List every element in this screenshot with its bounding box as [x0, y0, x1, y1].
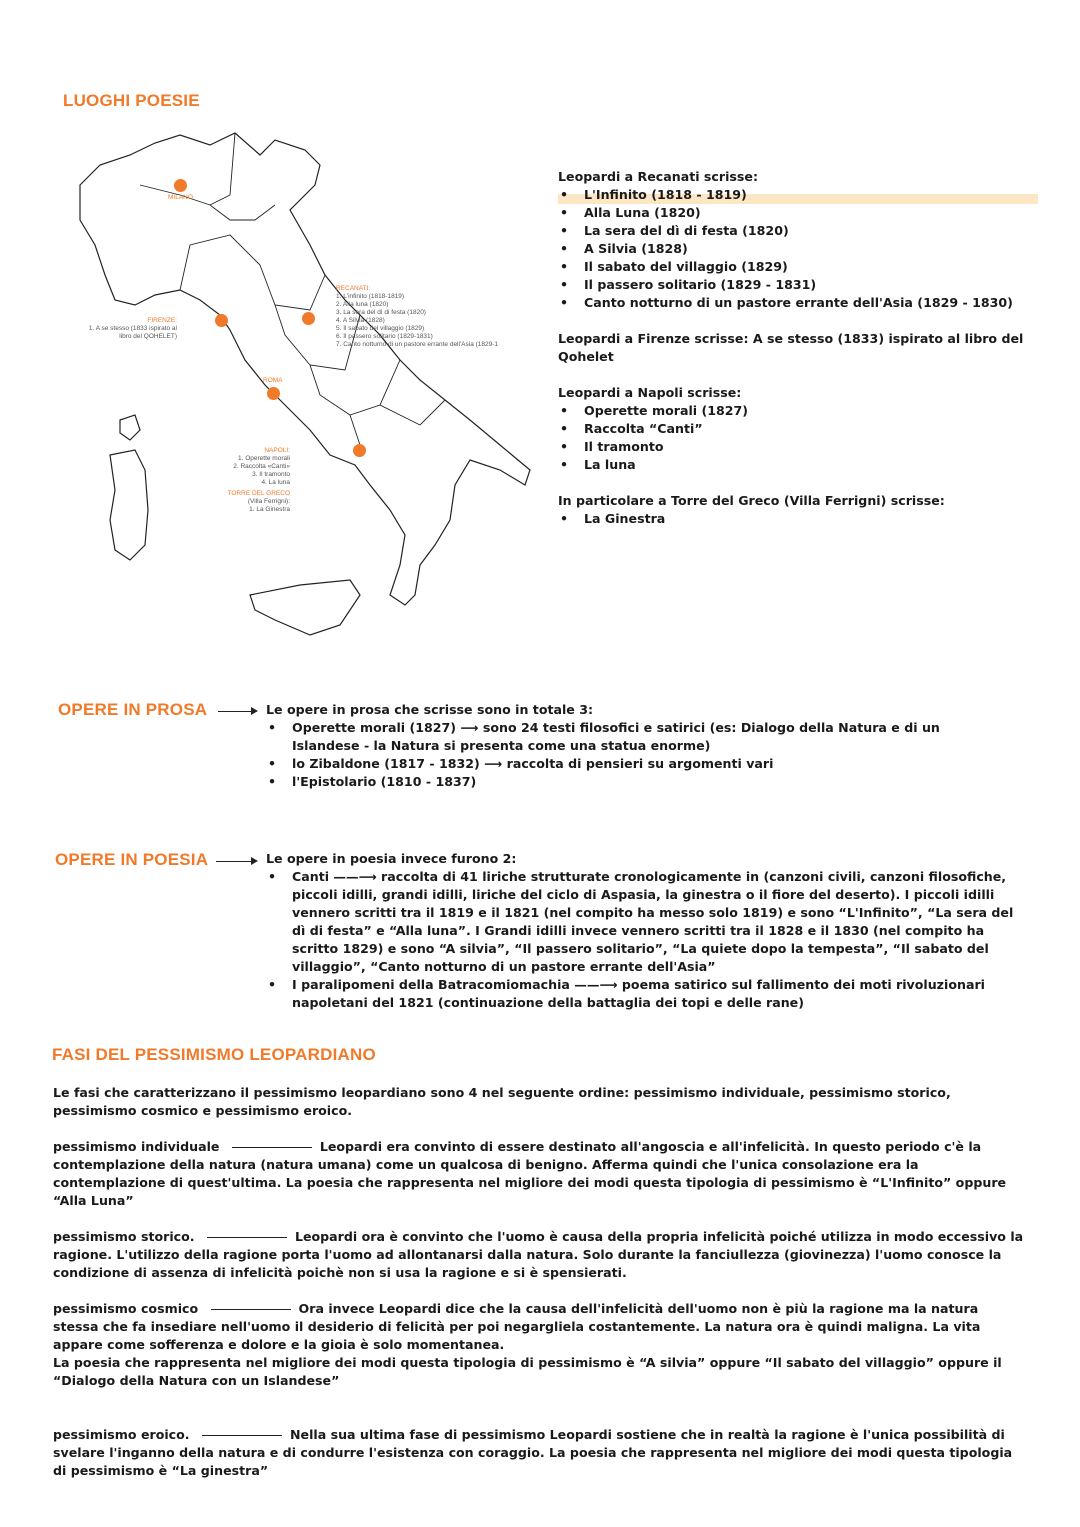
recanati-label: RECANATI: 1. L'infinito (1818-1819) 2. Alla luna (1820) 3. La sera del dì di festa (1820) 4. A Silvia (1828) 5. Il sabato del villaggio (1829) 6. Il passero solitario (1829-1831) 7. Canto notturno di un pastore errante dell'Asia (1829-1: [336, 285, 499, 348]
torre-intro: In particolare a Torre del Greco (Villa Ferrigni) scrisse:: [558, 493, 945, 508]
list-item: • Operette morali (1827): [558, 402, 1038, 420]
list-item: • l'Epistolario (1810 - 1837): [266, 773, 986, 791]
recanati-marker: [302, 312, 315, 325]
list-item: • Il passero solitario (1829 - 1831): [558, 276, 1038, 294]
list-item: • La Ginestra: [558, 510, 1038, 528]
luoghi-text: [558, 168, 1038, 528]
firenze-label: FIRENZE: 1. A se stesso (1833 ispirato al libro del QOHELET): [88, 317, 177, 340]
section-title-prosa: OPERE IN PROSA: [58, 700, 208, 719]
roma-label: ROMA: [263, 377, 283, 384]
napoli-label: NAPOLI: 1. Operette morali 2. Raccolta «Canti» 3. Il tramonto 4. La luna TORRE DEL GRECO (Villa Ferrigni): 1. La Ginestra: [227, 447, 290, 513]
section-title-luoghi: LUOGHI POESIE: [63, 91, 200, 110]
phase-cosmico: pessimismo cosmico Ora invece Leopardi dice che la causa dell'infelicità dell'uomo non è più la ragione ma la natura stessa che fa insediare nell'uomo il desiderio di felicità per poi negargliela costantemente. La natura ora è quindi maligna. La vita appare come sofferenza e dolore e la gioia è solo momentanea.: [53, 1301, 981, 1352]
arrow-icon: [232, 1147, 312, 1148]
list-item: • lo Zibaldone (1817 - 1832) ⟶ raccolta di pensieri su argomenti vari: [266, 755, 986, 773]
arrow-icon: [218, 711, 256, 712]
list-item: • L'Infinito (1818 - 1819): [558, 186, 1038, 204]
milano-marker: [174, 179, 187, 192]
phase-eroico: pessimismo eroico. Nella sua ultima fase di pessimismo Leopardi sostiene che in realtà la ragione è l'unica possibilità di svelare l'inganno della natura e di condurre l'esistenza con coraggio. La poesia che rappresenta nel migliore dei modi questa tipologia di pessimismo è “La ginestra”: [53, 1427, 1013, 1478]
prosa-text: [266, 701, 986, 791]
recanati-list: [558, 186, 1038, 312]
list-item: • Raccolta “Canti”: [558, 420, 1038, 438]
section-title-poesia: OPERE IN POESIA: [55, 850, 209, 869]
list-item: • Canti ——⟶ raccolta di 41 liriche strutturate cronologicamente in (canzoni civili, canzoni filosofiche, piccoli idilli, grandi idilli, liriche del ciclo di Aspasia, la ginestra o il fiore del deserto). I piccoli idilli vennero scritti tra il 1819 e il 1821 (nel compito ha messo solo 1819) e sono “L'Infinito”, “La sera del dì di festa” e “Alla luna”. I Grandi idilli invece vennero scritti tra il 1828 e il 1830 (nel compito ha scritto 1829) e sono “A silvia”, “Il passero solitario”, “La quiete dopo la tempesta”, “Il sabato del villaggio”, “Canto notturno di un pastore errante dell'Asia”: [266, 868, 1016, 976]
list-item: • Operette morali (1827) ⟶ sono 24 testi filosofici e satirici (es: Dialogo della Natura e di un Islandese - la Natura si presenta come una statua enorme): [266, 719, 986, 755]
list-item: • Canto notturno di un pastore errante dell'Asia (1829 - 1830): [558, 294, 1038, 312]
arrow-icon: [216, 861, 256, 862]
list-item: • A Silvia (1828): [558, 240, 1038, 258]
napoli-list: [558, 402, 1038, 474]
list-item: • Il sabato del villaggio (1829): [558, 258, 1038, 276]
poesia-intro: Le opere in poesia invece furono 2:: [266, 851, 517, 866]
firenze-text: Leopardi a Firenze scrisse: A se stesso (1833) ispirato al libro del Qohelet: [558, 331, 1024, 364]
firenze-marker: [215, 314, 228, 327]
list-item: • Alla Luna (1820): [558, 204, 1038, 222]
milano-label: MILANO: [168, 194, 193, 201]
roma-marker: [267, 387, 280, 400]
pessimismo-intro: Le fasi che caratterizzano il pessimismo leopardiano sono 4 nel seguente ordine: pessimismo individuale, pessimismo storico, pessimismo cosmico e pessimismo eroico.: [53, 1085, 951, 1118]
list-item: • Il tramonto: [558, 438, 1038, 456]
list-item: • I paralipomeni della Batracomiomachia ——⟶ poema satirico sul fallimento dei moti rivoluzionari napoletani del 1821 (continuazione della battaglia dei topi e delle rane): [266, 976, 1016, 1012]
list-item: • La luna: [558, 456, 1038, 474]
arrow-icon: [202, 1435, 282, 1436]
prosa-intro: Le opere in prosa che scrisse sono in totale 3:: [266, 702, 594, 717]
phase-cosmico-poesia: La poesia che rappresenta nel migliore dei modi questa tipologia di pessimismo è “A silvia” oppure “Il sabato del villaggio” oppure il “Dialogo della Natura con un Islandese”: [53, 1355, 1002, 1388]
section-title-pessimismo: FASI DEL PESSIMISMO LEOPARDIANO: [52, 1045, 376, 1064]
napoli-intro: Leopardi a Napoli scrisse:: [558, 385, 742, 400]
arrow-icon: [211, 1309, 291, 1310]
pessimismo-text: [53, 1084, 1028, 1480]
list-item: • La sera del dì di festa (1820): [558, 222, 1038, 240]
phase-storico: pessimismo storico. Leopardi ora è convinto che l'uomo è causa della propria infelicità poiché utilizza in modo eccessivo la ragione. L'utilizzo della ragione porta l'uomo ad allontanarsi dalla natura. Solo durante la fanciullezza (giovinezza) l'uomo conosce la condizione di assenza di infelicità poichè non si usa la ragione e si è spensierati.: [53, 1229, 1024, 1280]
italy-map: [60, 125, 550, 670]
poesia-text: [266, 850, 1016, 1012]
napoli-marker: [353, 444, 366, 457]
torre-list: [558, 510, 1038, 528]
italy-outline: [60, 125, 550, 670]
recanati-intro: Leopardi a Recanati scrisse:: [558, 169, 758, 184]
arrow-icon: [207, 1237, 287, 1238]
phase-individuale: pessimismo individuale Leopardi era convinto di essere destinato all'angoscia e all'infelicità. In questo periodo c'è la contemplazione della natura (natura umana) come un qualcosa di benigno. Afferma quindi che l'unica consolazione era la contemplazione di quest'ultima. La poesia che rappresenta nel migliore dei modi questa tipologia di pessimismo è “L'Infinito” oppure “Alla Luna”: [53, 1139, 1007, 1208]
